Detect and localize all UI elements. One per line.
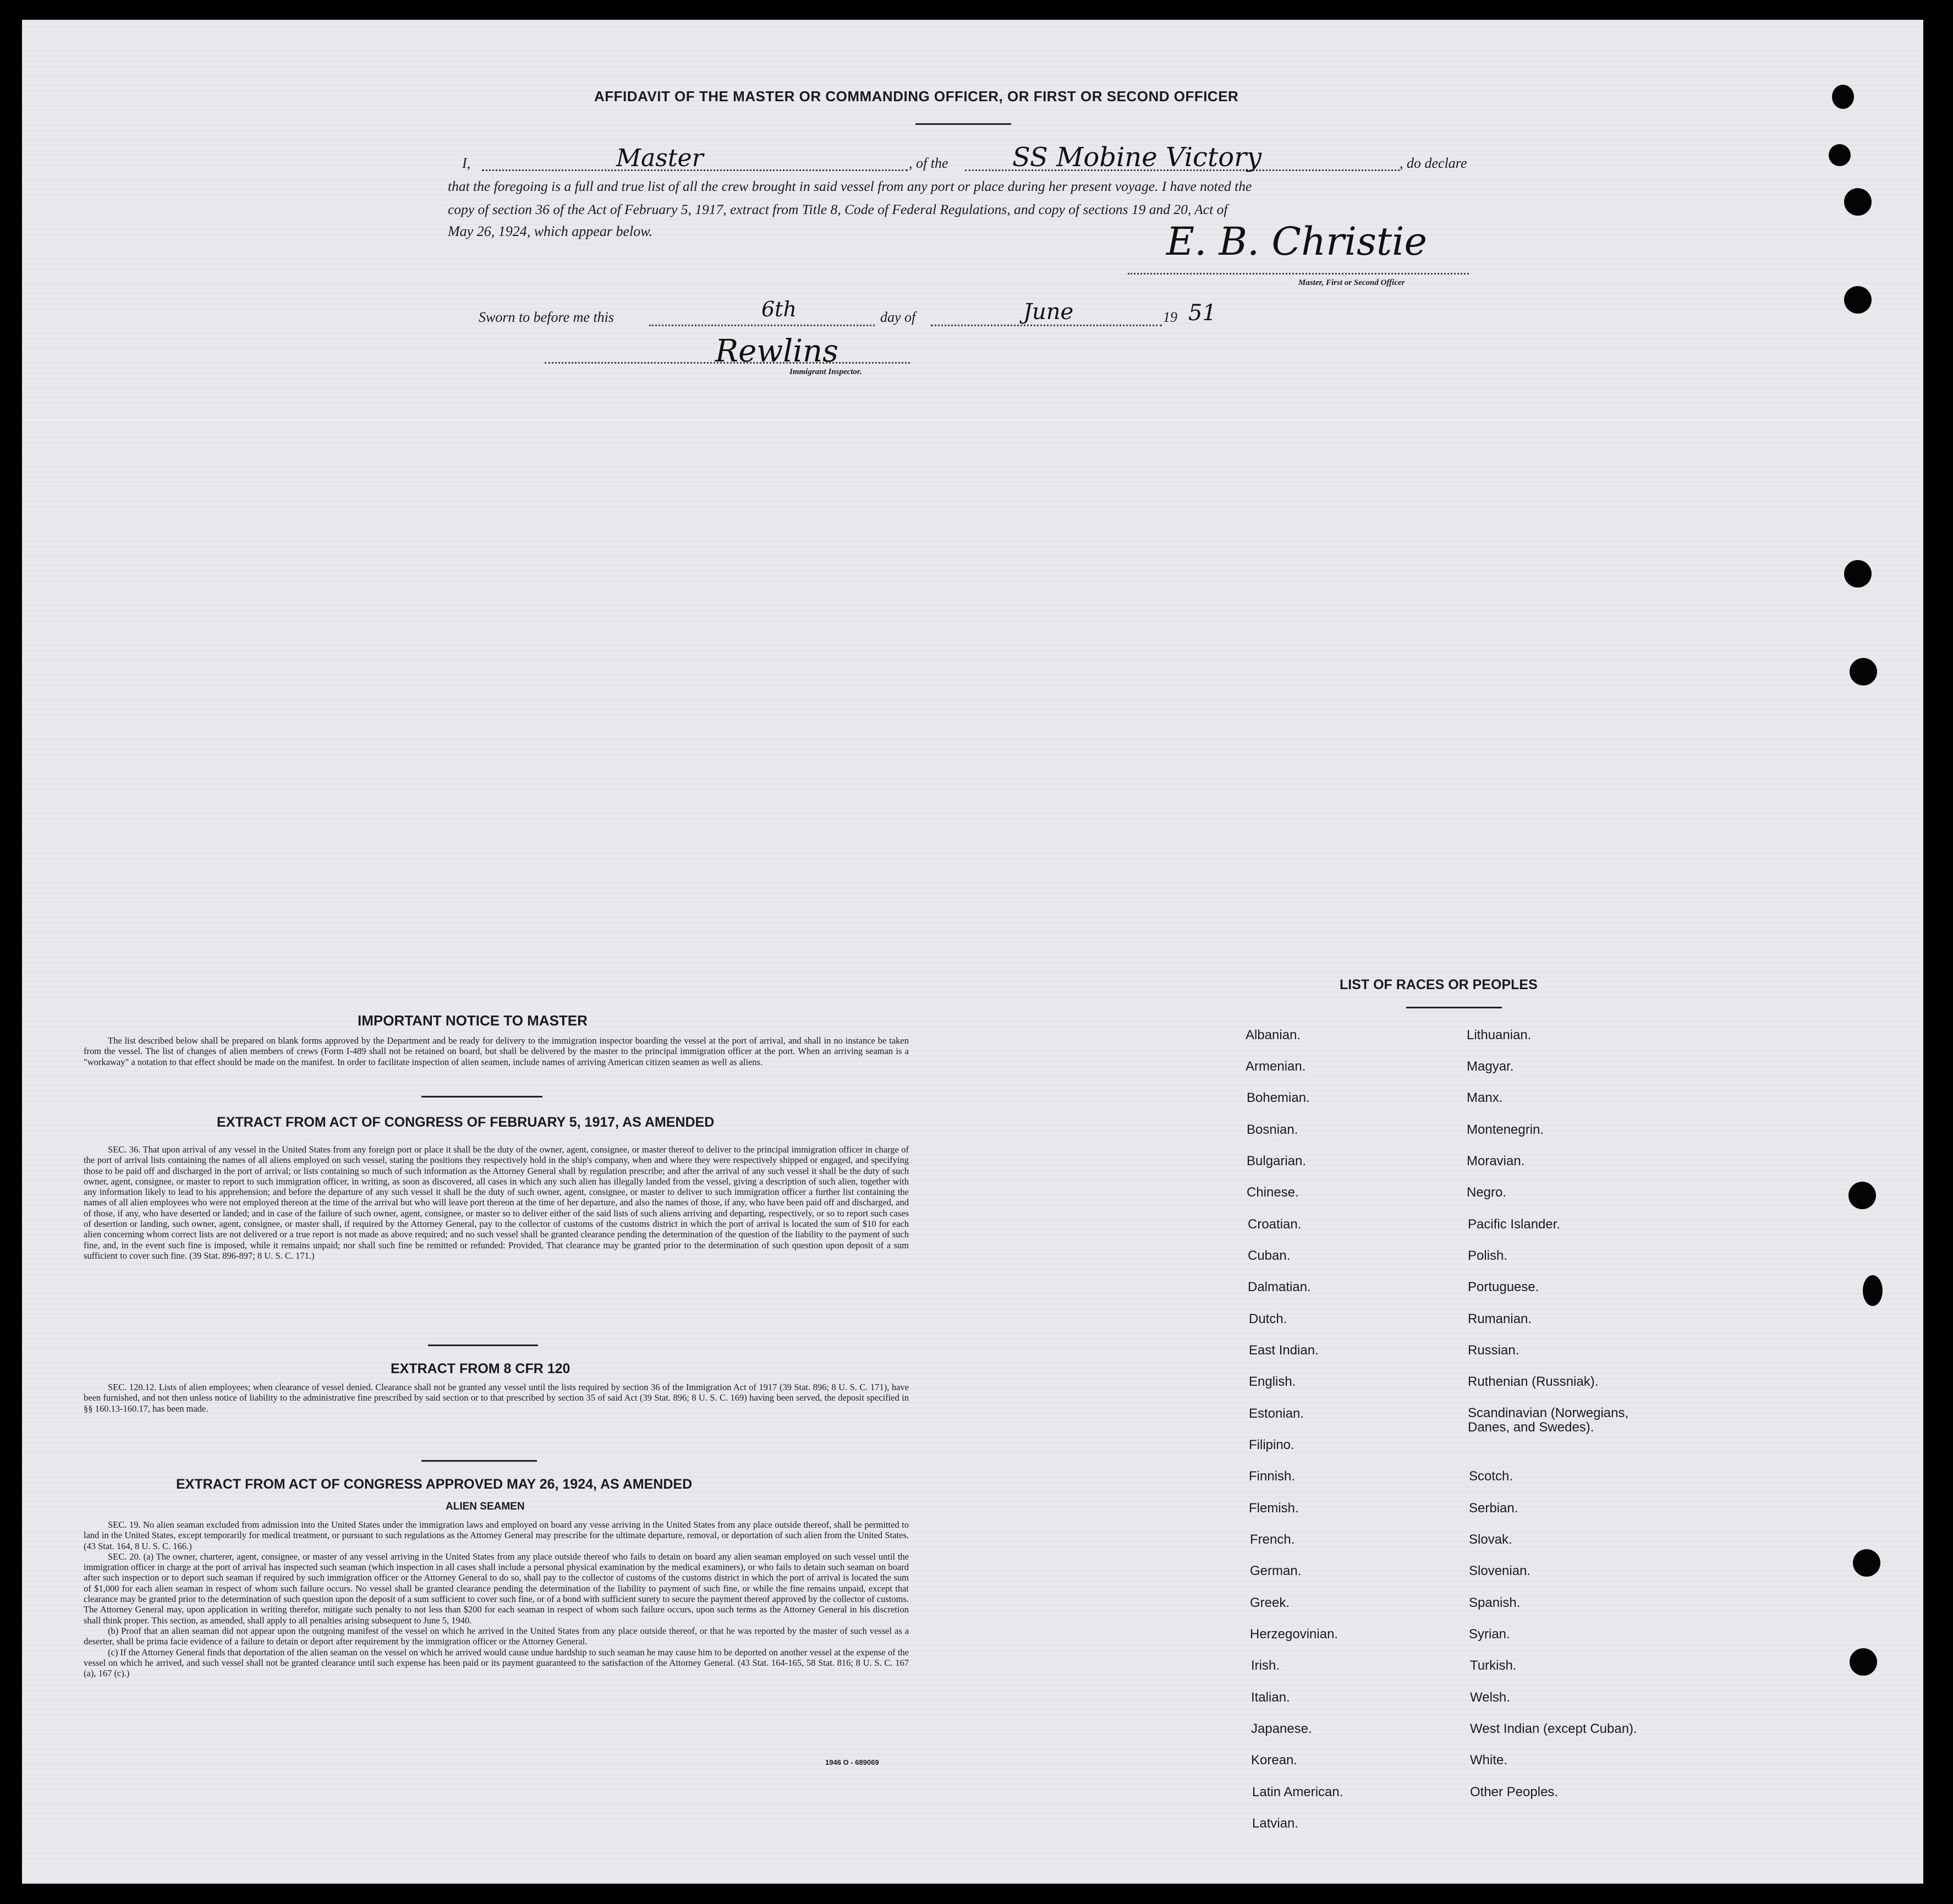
notice-body: The list described below shall be prepared on blank forms approved by the Department and be ready for delivery to the immigration inspector boarding the vessel at the port of arrival, and shall in no instance be taken from the vessel. The list of changes of alien members of crews (Form I-489 shall not be retained on board, but shall be delivered by the master to the principal immigration officer at the port. When an arriving seaman is a "workaway" a notation to that effect should be made on the manifest. In order to facilitate inspection of alien seamen, include names of arriving American citizen seamen as well as aliens. bbox=[84, 1035, 909, 1067]
sec-20b-text: (b) Proof that an alien seaman did not appear upon the outgoing manifest of the vessel on which he arrived in the United States from any place outside thereof, or that he was reported by the master of such vessel as a deserter, shall be prima facie evidence of a failure to detain or deport after requirement by the immigration officer or the Attorney General. bbox=[84, 1625, 909, 1647]
year-handwriting: 51 bbox=[1188, 300, 1216, 326]
races-title: LIST OF RACES OR PEOPLES bbox=[1340, 977, 1538, 992]
print-code: 1946 O - 689069 bbox=[825, 1758, 879, 1766]
race-right-item: Ruthenian (Russniak). bbox=[1468, 1374, 1599, 1389]
year-prefix: 19 bbox=[1163, 309, 1177, 325]
race-left-item: Flemish. bbox=[1249, 1501, 1299, 1516]
race-right-item: West Indian (except Cuban). bbox=[1470, 1721, 1637, 1736]
race-right-item: White. bbox=[1470, 1753, 1508, 1768]
race-left-item: Albanian. bbox=[1246, 1028, 1301, 1042]
sworn-label: Sworn to before me this bbox=[479, 309, 615, 325]
race-left-item: Bosnian. bbox=[1247, 1122, 1298, 1137]
race-left-item: English. bbox=[1249, 1374, 1296, 1389]
race-right-item: Polish. bbox=[1468, 1248, 1508, 1263]
race-left-item: Chinese. bbox=[1247, 1185, 1299, 1200]
day-handwriting: 6th bbox=[761, 297, 797, 321]
race-right-item: Turkish. bbox=[1470, 1658, 1517, 1673]
punch-hole bbox=[1844, 286, 1872, 314]
signature-line bbox=[1128, 273, 1469, 275]
vessel-name-handwriting: SS Mobine Victory bbox=[1012, 142, 1262, 173]
of-the-label: , of the bbox=[909, 155, 948, 171]
affidavit-i-label: I, bbox=[462, 155, 471, 171]
race-right-item: Welsh. bbox=[1470, 1690, 1510, 1705]
punch-hole bbox=[1844, 560, 1872, 588]
extract-1917-rule bbox=[428, 1345, 538, 1346]
punch-hole bbox=[1853, 1549, 1880, 1577]
punch-hole bbox=[1863, 1275, 1883, 1306]
race-left-item: Japanese. bbox=[1251, 1721, 1312, 1736]
race-left-item: Greek. bbox=[1250, 1595, 1290, 1610]
punch-hole bbox=[1832, 85, 1854, 109]
signature-caption: Master, First or Second Officer bbox=[1298, 278, 1405, 287]
punch-hole bbox=[1848, 1182, 1876, 1209]
race-left-item: German. bbox=[1250, 1563, 1302, 1578]
race-right-item: Russian. bbox=[1468, 1343, 1519, 1358]
race-left-item: French. bbox=[1250, 1532, 1295, 1547]
document-page bbox=[22, 20, 1923, 1884]
race-right-item: Slovenian. bbox=[1469, 1563, 1531, 1578]
extract-1917-body: SEC. 36. That upon arrival of any vessel in the United States from any foreign port or place it shall be the duty of the owner, agent, consignee, or master thereof to deliver to the principal immigration officer in charge of the port of arrival lists containing the names of all aliens employed on such vessel, stating the positions they respectively hold in the ship's company, when and where they were respectively shipped or engaged, and specifying those to be paid off and discharged in the port of arrival; or lists containing so much of such information as the Attorney General shall by regulation prescribe; and after the arrival of any such vessel it shall be the duty of such owner, agent, consignee, or master to report to such immigration officer, in writing, as soon as discovered, all cases in which any such alien has illegally landed from the vessel, giving a description of such alien, together with any information likely to lead to his apprehension; and before the departure of any such vessel it shall be the duty of such owner, agent, consignee, or master to deliver to such immigration officer a further list containing the names of all alien employees who were not employed thereon at the time of the arrival but who will leave port thereon at the time of her departure, and also the names of those, if any, who have been paid off and discharged, and of those, if any, who have deserted or landed; and in case of the failure of such owner, agent, consignee, or master so to deliver either of the said lists of such aliens arriving and departing, respectively, or so to report such cases of desertion or landing, such owner, agent, consignee, or master shall, if required by the Attorney General, pay to the collector of customs of the customs district in which the port of arrival is located the sum of $10 for each alien concerning whom correct lists are not delivered or a true report is not made as above required; and no such vessel shall be granted clearance pending the determination of the question of the liability to the payment of such fine, and, in the event such fine is imposed, while it remains unpaid; nor shall such fine be remitted or refunded: Provided, That clearance may be granted prior to the determination of such question upon deposit of a sum sufficient to cover such fine. (39 Stat. 896-897; 8 U. S. C. 171.) bbox=[84, 1144, 909, 1261]
race-right-item: Lithuanian. bbox=[1467, 1028, 1532, 1042]
affidavit-line-2: that the foregoing is a full and true list of all the crew brought in said vessel from any port or place during her present voyage. I have noted the bbox=[448, 178, 1252, 194]
sec-20c-text: (c) If the Attorney General finds that deportation of the alien seaman on the vessel on which he arrived would cause undue hardship to such seaman he may cause him to be deported on another vessel at the expense of the vessel on which he arrived, and such vessel shall not be granted clearance until such expense has been paid or its payment guaranteed to the satisfaction of the Attorney General. (43 Stat. 164-165, 58 Stat. 816; 8 U. S. C. 167 (a), 167 (c).) bbox=[84, 1647, 909, 1679]
race-left-item: Filipino. bbox=[1249, 1437, 1294, 1452]
extract-1924-subtitle: ALIEN SEAMEN bbox=[446, 1501, 525, 1512]
extract-1924-title: EXTRACT FROM ACT OF CONGRESS APPROVED MAY 26, 1924, AS AMENDED bbox=[176, 1477, 693, 1492]
race-left-item: Irish. bbox=[1251, 1658, 1280, 1673]
race-right-item: Spanish. bbox=[1469, 1595, 1521, 1610]
extract-1917-title: EXTRACT FROM ACT OF CONGRESS OF FEBRUARY 5, 1917, AS AMENDED bbox=[217, 1115, 715, 1130]
race-left-item: Dutch. bbox=[1249, 1312, 1287, 1326]
do-declare-label: , do declare bbox=[1400, 155, 1467, 171]
extract-cfr-title: EXTRACT FROM 8 CFR 120 bbox=[391, 1361, 570, 1376]
race-left-item: Korean. bbox=[1251, 1753, 1298, 1768]
notice-rule bbox=[421, 1096, 542, 1098]
race-left-item: Latvian. bbox=[1252, 1816, 1299, 1831]
notice-title: IMPORTANT NOTICE TO MASTER bbox=[358, 1012, 588, 1029]
race-left-item: East Indian. bbox=[1249, 1343, 1319, 1358]
master-field-handwriting: Master bbox=[616, 144, 704, 172]
punch-hole bbox=[1850, 1648, 1877, 1676]
sec-19-text: SEC. 19. No alien seaman excluded from admission into the United States under the immigration laws and employed on board any vesse arriving in the United States from any place outside thereof, shall be permitted to land in the United States, except temporarily for medical treatment, or pursuant to such regulations as the Attorney General may prescribe for the ultimate departure, removal, or deportation of such alien from the United States. (43 Stat. 164, 8 U. S. C. 166.) bbox=[84, 1519, 909, 1551]
race-right-item: Scandinavian (Norwegians, Danes, and Swedes). bbox=[1468, 1406, 1629, 1435]
affidavit-line-3: copy of section 36 of the Act of February 5, 1917, extract from Title 8, Code of Federal Regulations, and copy of sections 19 and 20, Act of bbox=[448, 201, 1228, 217]
race-left-item: Bulgarian. bbox=[1247, 1154, 1307, 1168]
day-field-line bbox=[649, 325, 875, 326]
race-left-item: Armenian. bbox=[1246, 1059, 1306, 1074]
punch-hole bbox=[1850, 658, 1877, 685]
month-field-line bbox=[931, 325, 1162, 326]
race-left-item: Bohemian. bbox=[1247, 1090, 1310, 1105]
inspector-caption: Immigrant Inspector. bbox=[789, 367, 862, 376]
race-right-item: Rumanian. bbox=[1468, 1312, 1532, 1326]
race-right-item: Syrian. bbox=[1469, 1627, 1510, 1642]
race-left-item: Herzegovinian. bbox=[1250, 1627, 1338, 1642]
race-left-item: Finnish. bbox=[1249, 1469, 1296, 1484]
day-of-label: day of bbox=[880, 309, 916, 325]
race-left-item: Cuban. bbox=[1248, 1248, 1291, 1263]
affidavit-title: AFFIDAVIT OF THE MASTER OR COMMANDING OFFICER, OR FIRST OR SECOND OFFICER bbox=[594, 88, 1239, 105]
race-right-item: Other Peoples. bbox=[1470, 1785, 1559, 1799]
race-right-item: Portuguese. bbox=[1468, 1280, 1539, 1294]
affidavit-line-4: May 26, 1924, which appear below. bbox=[448, 223, 653, 239]
punch-hole bbox=[1844, 188, 1872, 216]
race-right-item: Serbian. bbox=[1469, 1501, 1518, 1516]
extract-1924-text bbox=[84, 1519, 909, 1678]
inspector-signature: Rewlins bbox=[715, 333, 838, 369]
affidavit-title-rule bbox=[915, 123, 1011, 125]
race-left-item: Dalmatian. bbox=[1248, 1280, 1311, 1294]
race-right-item: Slovak. bbox=[1469, 1532, 1512, 1547]
punch-hole bbox=[1829, 144, 1851, 166]
race-right-item: Manx. bbox=[1467, 1090, 1503, 1105]
extract-cfr-body: SEC. 120.12. Lists of alien employees; when clearance of vessel denied. Clearance shall not be granted any vessel until the lists required by section 36 of the Immigration Act of 1917 (39 Stat. 896; 8 U. S. C. 171), have been furnished, and not then unless notice of liability to the administrative fine prescribed by said section or to that prescribed by section 35 of said Act (39 Stat. 896; 8 U. S. C. 169) having been served, the deposit specified in §§ 160.13-160.17, has been made. bbox=[84, 1382, 909, 1414]
race-right-item: Scotch. bbox=[1469, 1469, 1513, 1484]
race-left-item: Croatian. bbox=[1248, 1217, 1302, 1232]
master-signature: E. B. Christie bbox=[1166, 219, 1427, 264]
race-left-item: Italian. bbox=[1251, 1690, 1290, 1705]
race-left-item: Latin American. bbox=[1252, 1785, 1343, 1799]
races-title-rule bbox=[1406, 1007, 1502, 1008]
extract-cfr-rule bbox=[421, 1460, 537, 1462]
race-right-item: Negro. bbox=[1467, 1185, 1507, 1200]
race-right-item: Montenegrin. bbox=[1467, 1122, 1544, 1137]
month-handwriting: June bbox=[1023, 299, 1074, 325]
inspector-line bbox=[545, 362, 910, 364]
sec-20a-text: SEC. 20. (a) The owner, charterer, agent, consignee, or master of any vessel arriving in the United States from any place outside thereof who fails to detain on board any alien seaman employed on such vessel until the immigration officer in charge at the port of arrival has inspected such seaman (which inspection in all cases shall include a personal physical examination by the medical examiners), or who fails to detain such seaman on board after such inspection or to deport such seaman if required by such immigration officer or the Attorney General to do so, shall pay to the collector of customs of the customs district in which the port of arrival is located the sum of $1,000 for each alien seaman in respect of whom such failure occurs. No vessel shall be granted clearance pending the determination of the liability to payment of such fine, or while the fine remains unpaid, except that clearance may be granted prior to the determination of such question upon the deposit of a sum sufficient to cover such fine, or of a bond with sufficient surety to secure the payment thereof approved by the collector of customs. The Attorney General may, upon application in writing therefor, mitigate such penalty to not less than $200 for each seaman in respect of whom such failure occurs, upon such terms as the Attorney General in his discretion shall think proper. This section, as amended, shall apply to all penalties arising subsequent to June 5, 1940. bbox=[84, 1551, 909, 1626]
race-left-item: Estonian. bbox=[1249, 1406, 1304, 1421]
race-right-item: Magyar. bbox=[1467, 1059, 1514, 1074]
race-right-item: Moravian. bbox=[1467, 1154, 1525, 1168]
race-right-item: Pacific Islander. bbox=[1468, 1217, 1561, 1232]
